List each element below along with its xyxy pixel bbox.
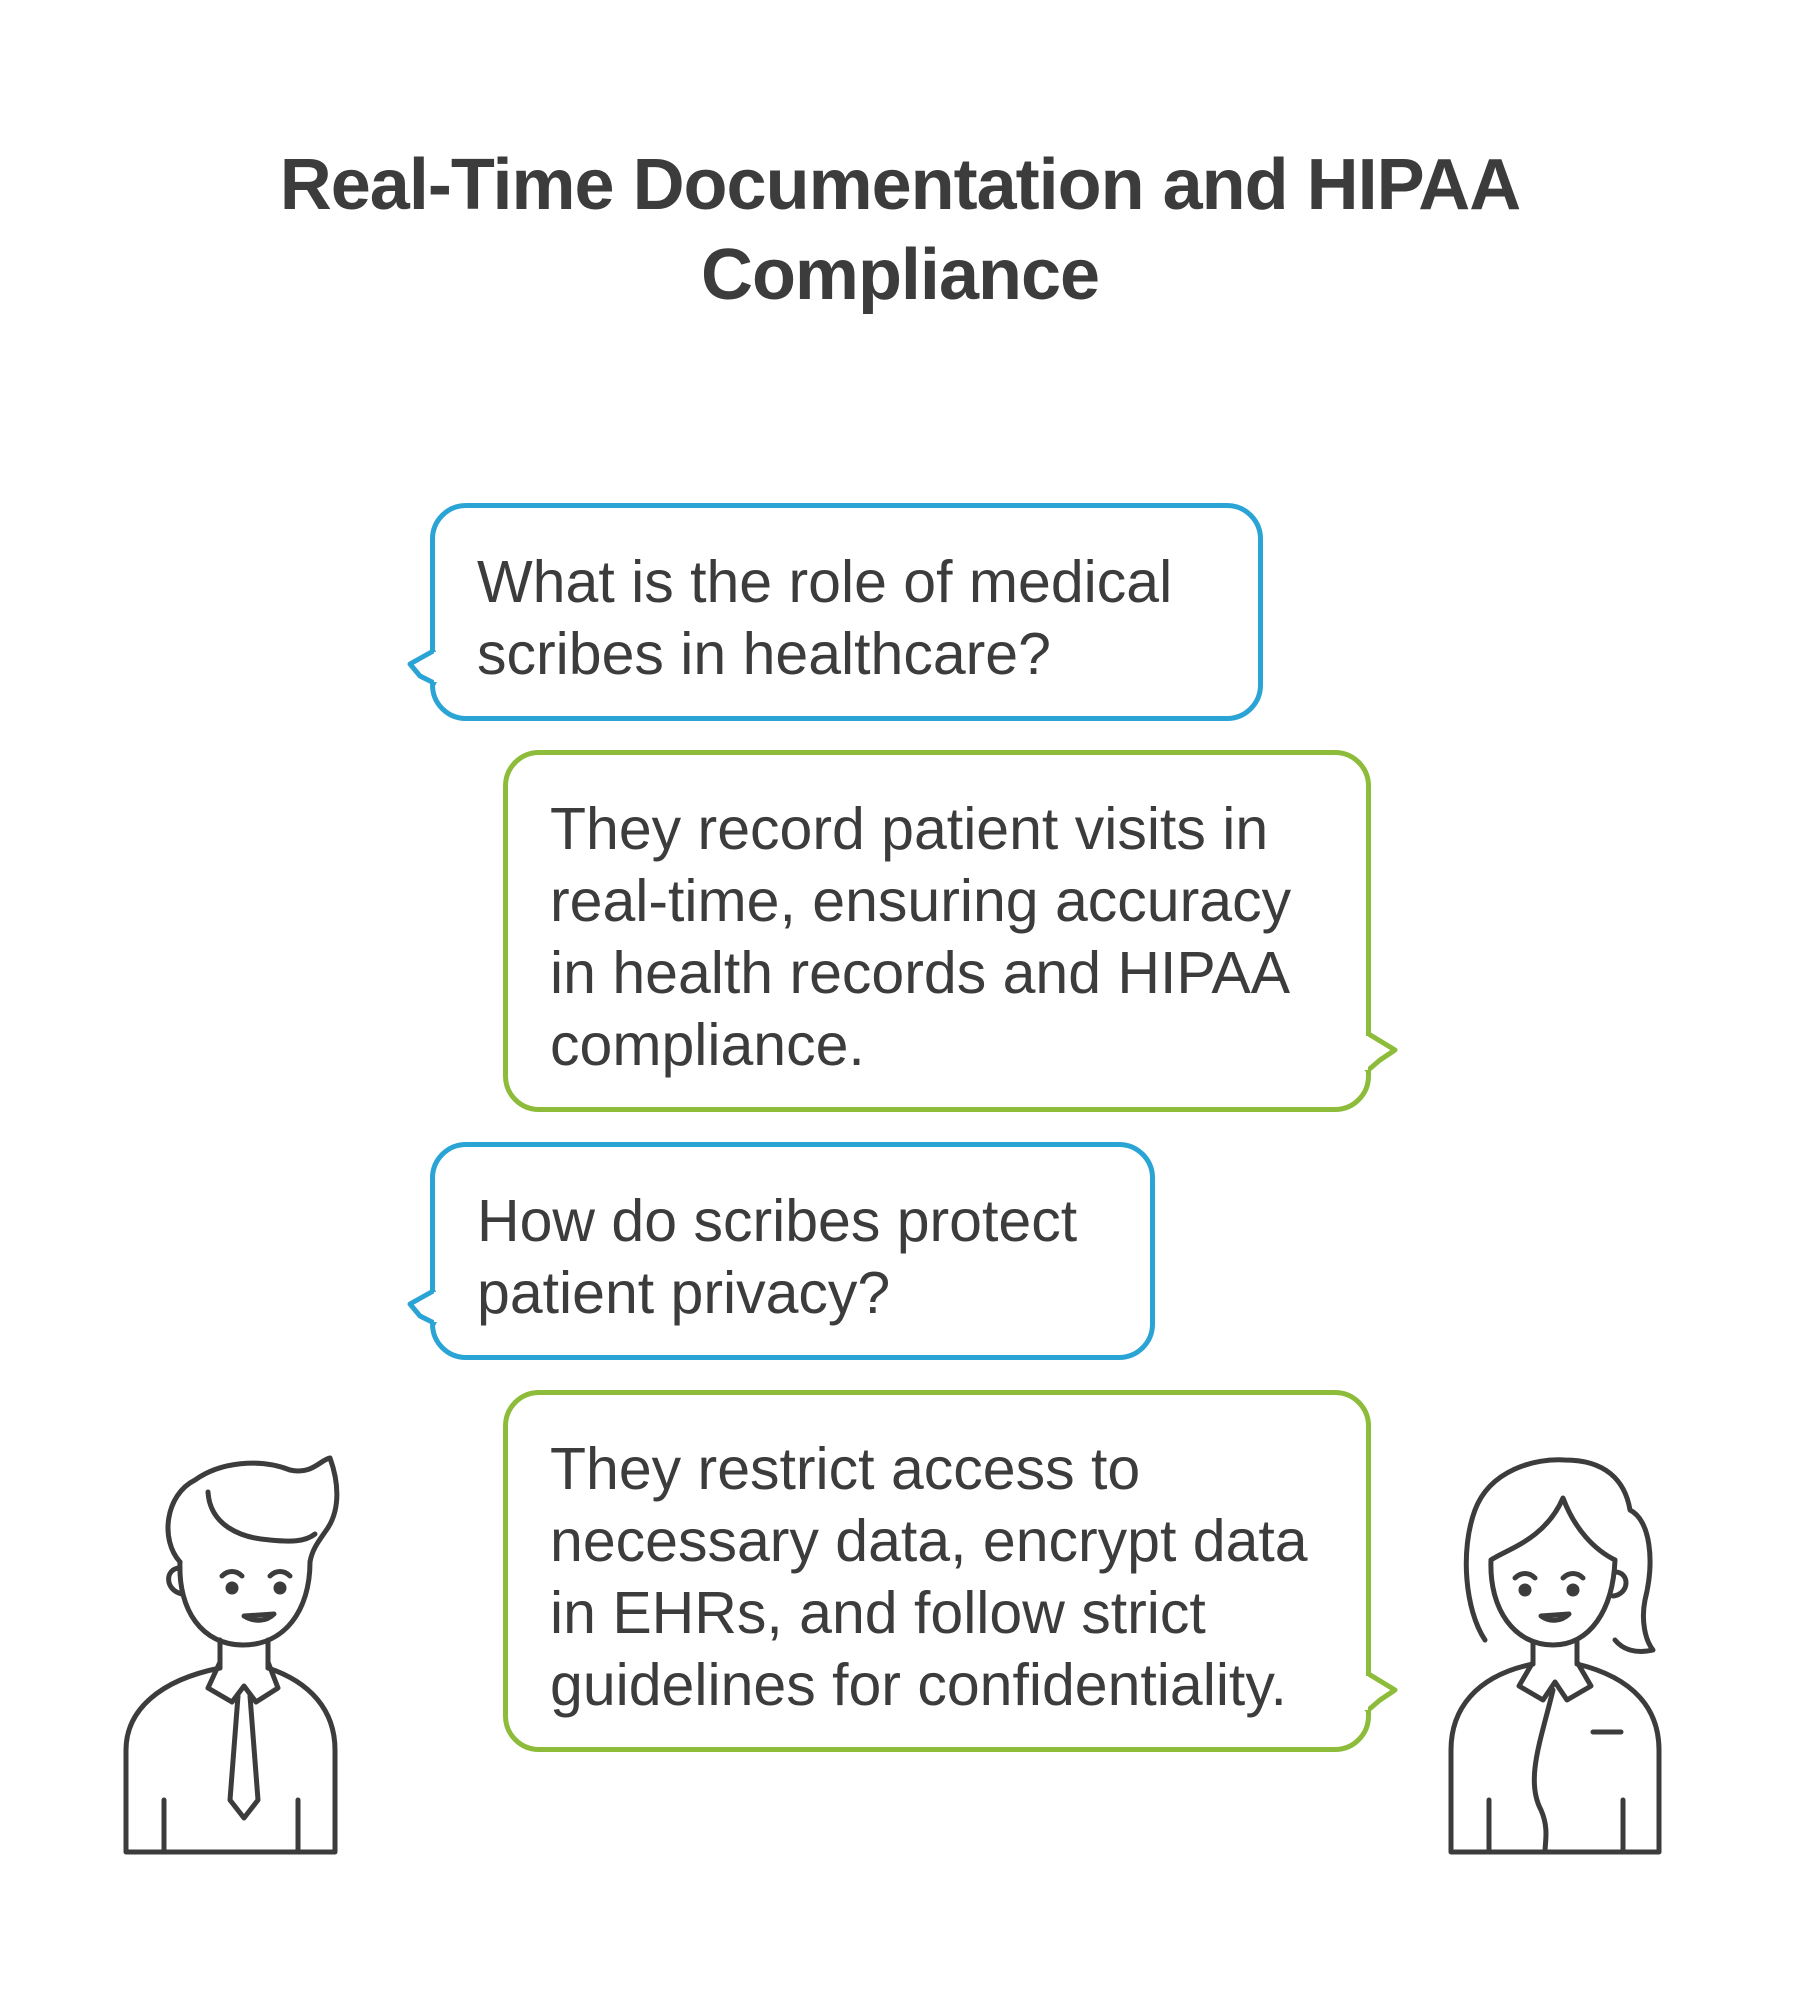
- answer-text-2: They restrict access to necessary data, encrypt data in EHRs, and follow strict guidelines for confidentiality.: [550, 1436, 1308, 1718]
- question-bubble-2: [430, 1142, 1155, 1360]
- woman-avatar-icon: [1445, 1450, 1675, 1860]
- answer-bubble-2: [503, 1390, 1371, 1752]
- page-title: Real-Time Documentation and HIPAA Compliance: [279, 145, 1521, 315]
- question-bubble-1: [430, 503, 1263, 721]
- question-text-1: What is the role of medical scribes in healthcare?: [477, 549, 1173, 687]
- question-text-2: How do scribes protect patient privacy?: [477, 1188, 1078, 1326]
- answer-bubble-1: [503, 750, 1371, 1112]
- answer-text-1: They record patient visits in real-time, ensuring accuracy in health records and HIPAA compliance.: [550, 796, 1292, 1078]
- man-avatar-icon: [120, 1450, 350, 1860]
